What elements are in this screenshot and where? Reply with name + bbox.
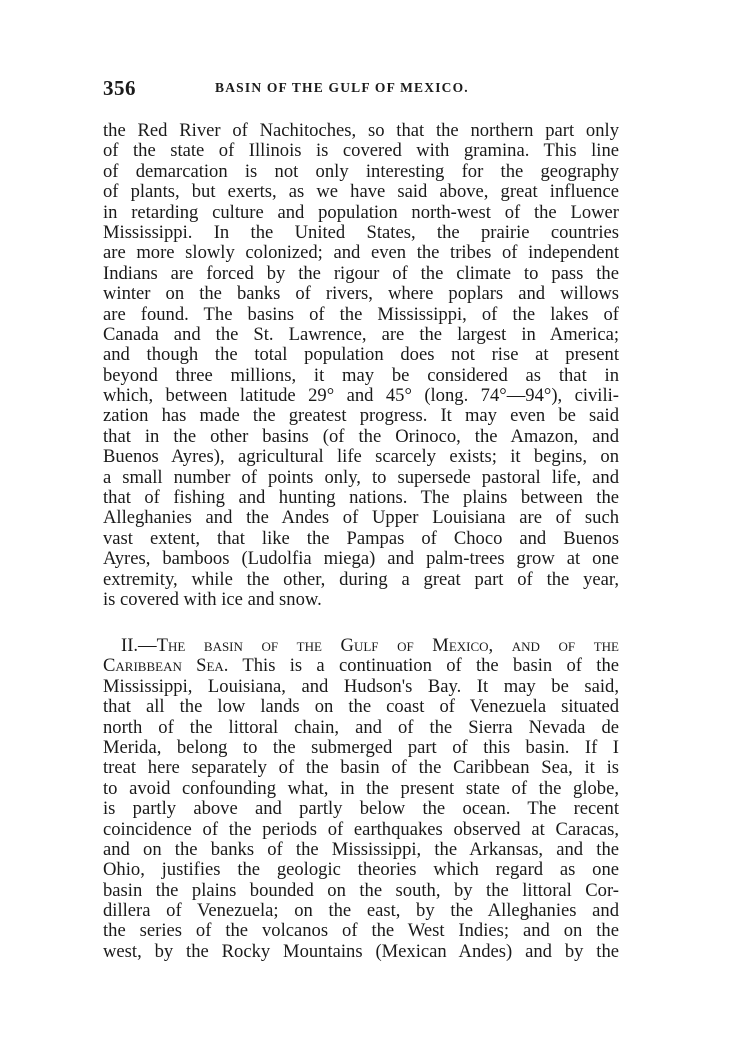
text-line: are more slowly colonized; and even the tribes of independent <box>103 242 619 264</box>
text-line: of plants, but exerts, as we have said above, great influence <box>103 181 619 203</box>
text-line: basin the plains bounded on the south, by the littoral Cor- <box>103 879 619 901</box>
text-line: the Red River of Nachitoches, so that the northern part only <box>103 120 619 141</box>
text-line: and though the total population does not rise at present <box>103 344 619 366</box>
text-line: Indians are forced by the rigour of the climate to pass the <box>103 262 619 284</box>
text-line: to avoid confounding what, in the present state of the globe, <box>103 777 619 799</box>
text-line: the series of the volcanos of the West Indies; and on the <box>103 920 619 942</box>
text-line: which, between latitude 29° and 45° (long. 74°—94°), civili- <box>103 385 619 407</box>
text-line: Buenos Ayres), agricultural life scarcely exists; it begins, on <box>103 446 619 468</box>
text-line: a small number of points only, to supersede pastoral life, and <box>103 466 619 488</box>
text-line: Alleghanies and the Andes of Upper Louisiana are of such <box>103 507 619 529</box>
text-line: of the state of Illinois is covered with gramina. This line <box>103 140 619 162</box>
text-line: beyond three millions, it may be considered as that in <box>103 364 619 386</box>
text-line: that in the other basins (of the Orinoco, the Amazon, and <box>103 425 619 447</box>
section-heading-line <box>103 636 619 656</box>
text-line: west, by the Rocky Mountains (Mexican Andes) and by the <box>103 940 619 962</box>
text-line: north of the littoral chain, and of the Sierra Nevada de <box>103 716 619 738</box>
text-line: Mississippi, Louisiana, and Hudson's Bay. It may be said, <box>103 675 619 697</box>
text-run: This is a continuation of the basin of the <box>242 655 619 677</box>
text-line: treat here separately of the basin of the Caribbean Sea, it is <box>103 757 619 779</box>
text-line: is partly above and partly below the ocean. The recent <box>103 798 619 820</box>
running-head <box>103 76 619 102</box>
text-line: Merida, belong to the submerged part of this basin. If I <box>103 736 619 758</box>
paragraph-2 <box>103 636 619 962</box>
text-line: coincidence of the periods of earthquakes observed at Caracas, <box>103 818 619 840</box>
section-heading-continued: Caribbean Sea. <box>103 655 229 677</box>
text-line: vast extent, that like the Pampas of Choco and Buenos <box>103 527 619 549</box>
paragraph-1 <box>103 121 619 610</box>
text-line: winter on the banks of rivers, where poplars and willows <box>103 283 619 305</box>
text-line: in retarding culture and population north-west of the Lower <box>103 201 619 223</box>
section-heading: II.—The basin of the Gulf of Mexico, and of the <box>121 635 619 656</box>
text-line: dillera of Venezuela; on the east, by the Alleghanies and <box>103 900 619 922</box>
text-line: that all the low lands on the coast of Venezuela situated <box>103 696 619 718</box>
text-line: Ohio, justifies the geologic theories which regard as one <box>103 859 619 881</box>
text-line: zation has made the greatest progress. It may even be said <box>103 405 619 427</box>
text-line: and on the banks of the Mississippi, the Arkansas, and the <box>103 838 619 860</box>
text-line: is covered with ice and snow. <box>103 588 322 610</box>
text-line: Mississippi. In the United States, the prairie countries <box>103 221 619 243</box>
text-line: are found. The basins of the Mississippi, of the lakes of <box>103 303 619 325</box>
page-number: 356 <box>103 76 136 100</box>
section-heading-line <box>103 656 619 676</box>
text-line: Ayres, bamboos (Ludolfia miega) and palm-trees grow at one <box>103 548 619 570</box>
running-title: BASIN OF THE GULF OF MEXICO. <box>215 80 469 95</box>
text-line: of demarcation is not only interesting for the geography <box>103 160 619 182</box>
text-line: Canada and the St. Lawrence, are the largest in America; <box>103 323 619 345</box>
text-line: extremity, while the other, during a great part of the year, <box>103 568 619 590</box>
text-line: that of fishing and hunting nations. The plains between the <box>103 487 619 509</box>
